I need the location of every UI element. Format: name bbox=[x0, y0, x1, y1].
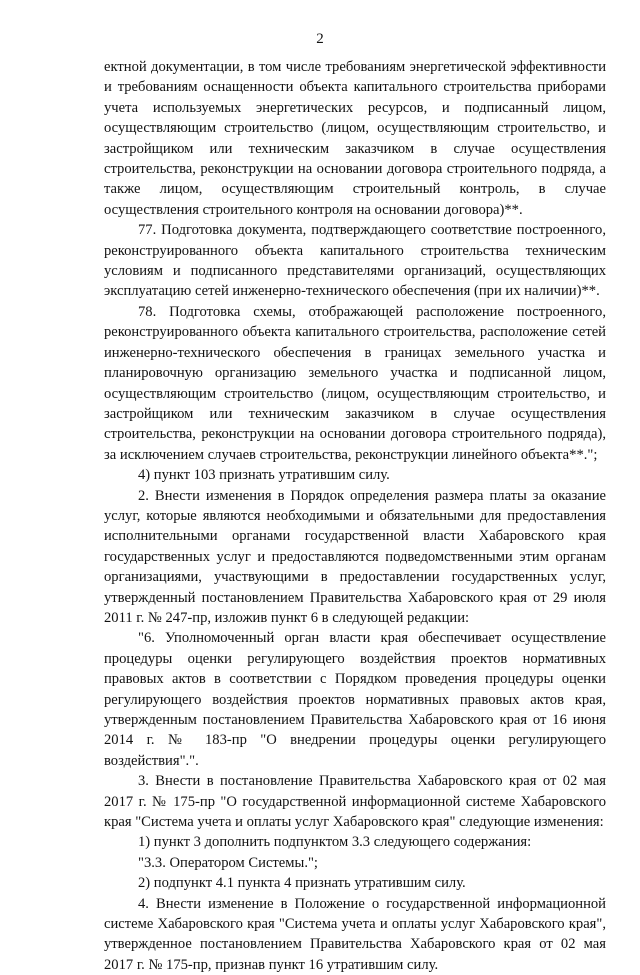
paragraph-subitem-4: 4) пункт 103 признать утратившим силу. bbox=[138, 467, 390, 484]
paragraph-section-4: 4. Внести изменение в Положение о государственной информационной системе Хабаровского края "Система учета и оплаты услуг Хабаровского края", утвержденное постановлением Правительства Хабаровского края от 02 мая 2017 г. № 175-пр, признав пункт 16 утратившим силу. bbox=[104, 895, 606, 973]
paragraph-item-78: 78. Подготовка схемы, отображающей расположение построенного, реконструированного объекта капитального строительства, расположение сетей инженерно-технического обеспечения в границах земельного участка и планировочную организацию земельного участка и подписанной лицом, осуществляющим строительство (лицом, осуществляющим строительство, и застройщиком или техническим заказчиком в случае осуществления строительства, реконструкции на основании договора строительного подряда), за исключением случаев строительства, реконструкции линейного объекта**."; bbox=[104, 303, 606, 463]
paragraph-item-77: 77. Подготовка документа, подтверждающего соответствие построенного, реконструированного объекта капитального строительства техническим условиям и подписанного представителями организаций, осуществляющих эксплуатацию сетей инженерно-технического обеспечения (при их наличии)**. bbox=[104, 222, 606, 300]
paragraph-quote-6: "6. Уполномоченный орган власти края обеспечивает осуществление процедуры оценки регулирующего воздействия проектов нормативных правовых актов в соответствии с Порядком проведения процедуры оценки регулирующего воздействия проектов нормативных правовых актов края, утвержденным постановлением Правительства Хабаровского края от 16 июня 2014 г. № 183-пр "О внедрении процедуры оценки регулирующего воздействия".". bbox=[104, 630, 606, 769]
paragraph-quote-3-3: "3.3. Оператором Системы."; bbox=[138, 854, 318, 871]
paragraph-subitem-1: 1) пункт 3 дополнить подпунктом 3.3 следующего содержания: bbox=[138, 834, 532, 851]
paragraph-continuation: ектной документации, в том числе требованиям энергетической эффективности и требованиям оснащенности объекта капитального строительства приборами учета используемых энергетических ресурсов, и подписанный лицом, осуществляющим строительство (лицом, осуществляющим строительство, и застройщиком или техническим заказчиком в случае осуществления строительства, реконструкции на основании договора строительного подряда, а также лицом, осуществляющим строительный контроль, в случае осуществления строительного контроля на основании договора)**. bbox=[104, 59, 606, 218]
page-number: 2 bbox=[316, 31, 324, 47]
paragraph-section-3: 3. Внести в постановление Правительства Хабаровского края от 02 мая 2017 г. № 175-пр "О государственной информационной системе Хабаровского края "Система учета и оплаты услуг Хабаровского края" следующие изменения: bbox=[104, 773, 606, 831]
document-body bbox=[104, 57, 606, 975]
paragraph-subitem-2: 2) подпункт 4.1 пункта 4 признать утратившим силу. bbox=[138, 875, 466, 892]
paragraph-section-2: 2. Внести изменения в Порядок определения размера платы за оказание услуг, которые являются необходимыми и обязательными для предоставления исполнительными органами государственной власти Хабаровского края государственных услуг и предоставляются подведомственными этим органам организациями, участвующими в предоставлении государственных услуг, утвержденный постановлением Правительства Хабаровского края от 29 июля 2011 г. № 247-пр, изложив пункт 6 в следующей редакции: bbox=[104, 487, 606, 626]
